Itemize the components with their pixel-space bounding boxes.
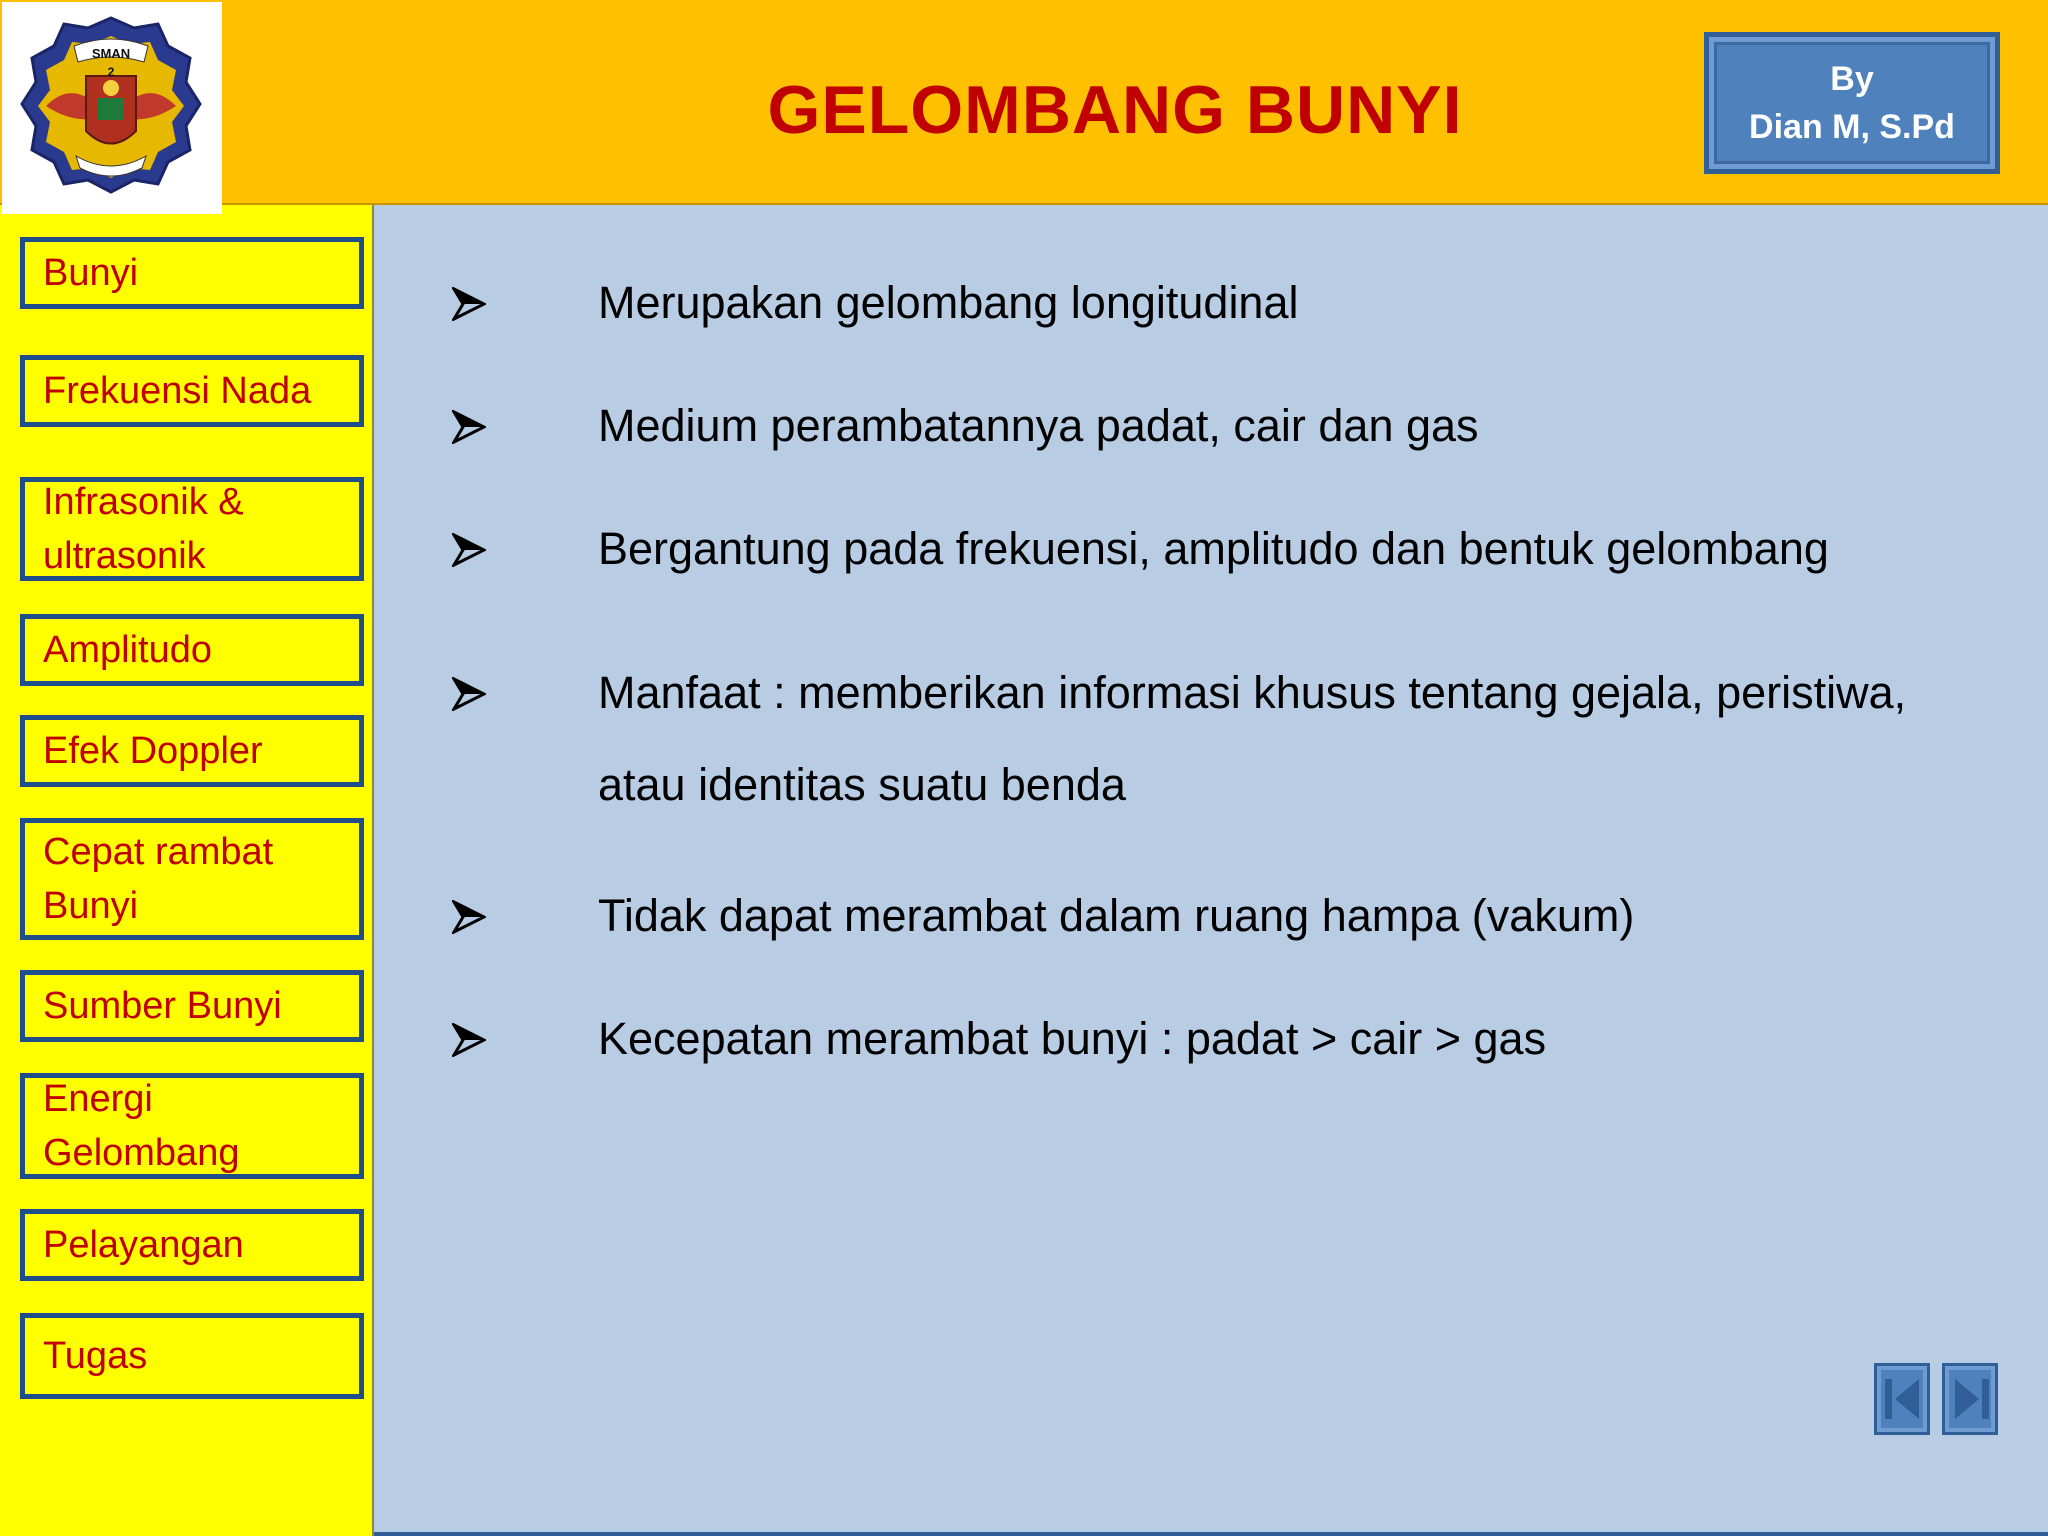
author-by-label: By — [1830, 60, 1874, 98]
sidebar-item-pelayangan[interactable] — [20, 1209, 364, 1281]
content-panel — [374, 205, 2048, 1536]
sidebar-item-label: Energi Gelombang — [43, 1078, 240, 1174]
sidebar-item-cepat-rambat-bunyi[interactable] — [20, 818, 364, 940]
sidebar-item-sumber-bunyi[interactable] — [20, 970, 364, 1042]
bullet-text: Merupakan gelombang longitudinal — [598, 277, 1299, 328]
arrowhead-bullet-icon — [452, 647, 492, 739]
school-emblem-icon — [6, 6, 216, 206]
next-slide-button[interactable] — [1942, 1363, 1998, 1435]
previous-slide-icon — [1883, 1376, 1923, 1422]
sidebar-item-label: Sumber Bunyi — [43, 985, 282, 1027]
sidebar-item-label: Amplitudo — [43, 629, 212, 671]
author-name-label: Dian M, S.Pd — [1749, 108, 1955, 146]
sidebar-item-tugas[interactable] — [20, 1313, 364, 1399]
sidebar-item-label: Efek Doppler — [43, 730, 263, 772]
sidebar-item-label: Cepat rambat Bunyi — [43, 831, 274, 927]
page-title: GELOMBANG BUNYI — [767, 72, 1463, 148]
logo-number: 2 — [107, 65, 115, 79]
logo-text: SMAN — [91, 46, 131, 61]
arrowhead-bullet-icon — [452, 993, 492, 1085]
sidebar-item-label: Bunyi — [43, 252, 139, 294]
sidebar-item-label: Pelayangan — [43, 1224, 244, 1266]
previous-slide-button[interactable] — [1874, 1363, 1930, 1435]
bullet-text: Bergantung pada frekuensi, amplitudo dan bentuk gelombang — [598, 523, 1829, 574]
bullet-text: Medium perambatannya padat, cair dan gas — [598, 400, 1479, 451]
arrowhead-bullet-icon — [452, 380, 492, 472]
sidebar-item-infrasonik-ultrasonik[interactable] — [20, 477, 364, 581]
sidebar-item-label: Infrasonik & ultrasonik — [43, 481, 244, 577]
school-logo — [2, 2, 222, 214]
bullet-text: Kecepatan merambat bunyi : padat > cair > gas — [598, 1013, 1547, 1064]
sidebar-item-efek-doppler[interactable] — [20, 715, 364, 787]
sidebar-item-label: Frekuensi Nada — [43, 370, 312, 412]
bullet-text: Manfaat : memberikan informasi khusus tentang gejala, peristiwa, — [598, 667, 1907, 718]
sidebar-item-label: Tugas — [43, 1335, 148, 1377]
sidebar-item-bunyi[interactable] — [20, 237, 364, 309]
bullet-text: Tidak dapat merambat dalam ruang hampa (vakum) — [598, 890, 1635, 941]
sidebar-item-energi-gelombang[interactable] — [20, 1073, 364, 1179]
header-bar — [0, 0, 2048, 205]
sidebar-item-amplitudo[interactable] — [20, 614, 364, 686]
author-button[interactable] — [1704, 32, 2000, 174]
arrowhead-bullet-icon — [452, 257, 492, 349]
next-slide-icon — [1951, 1376, 1991, 1422]
sidebar-item-frekuensi-nada[interactable] — [20, 355, 364, 427]
arrowhead-bullet-icon — [452, 870, 492, 962]
arrowhead-bullet-icon — [452, 503, 492, 595]
sidebar-nav — [0, 205, 374, 1536]
bullet-text: atau identitas suatu benda — [598, 759, 1126, 810]
